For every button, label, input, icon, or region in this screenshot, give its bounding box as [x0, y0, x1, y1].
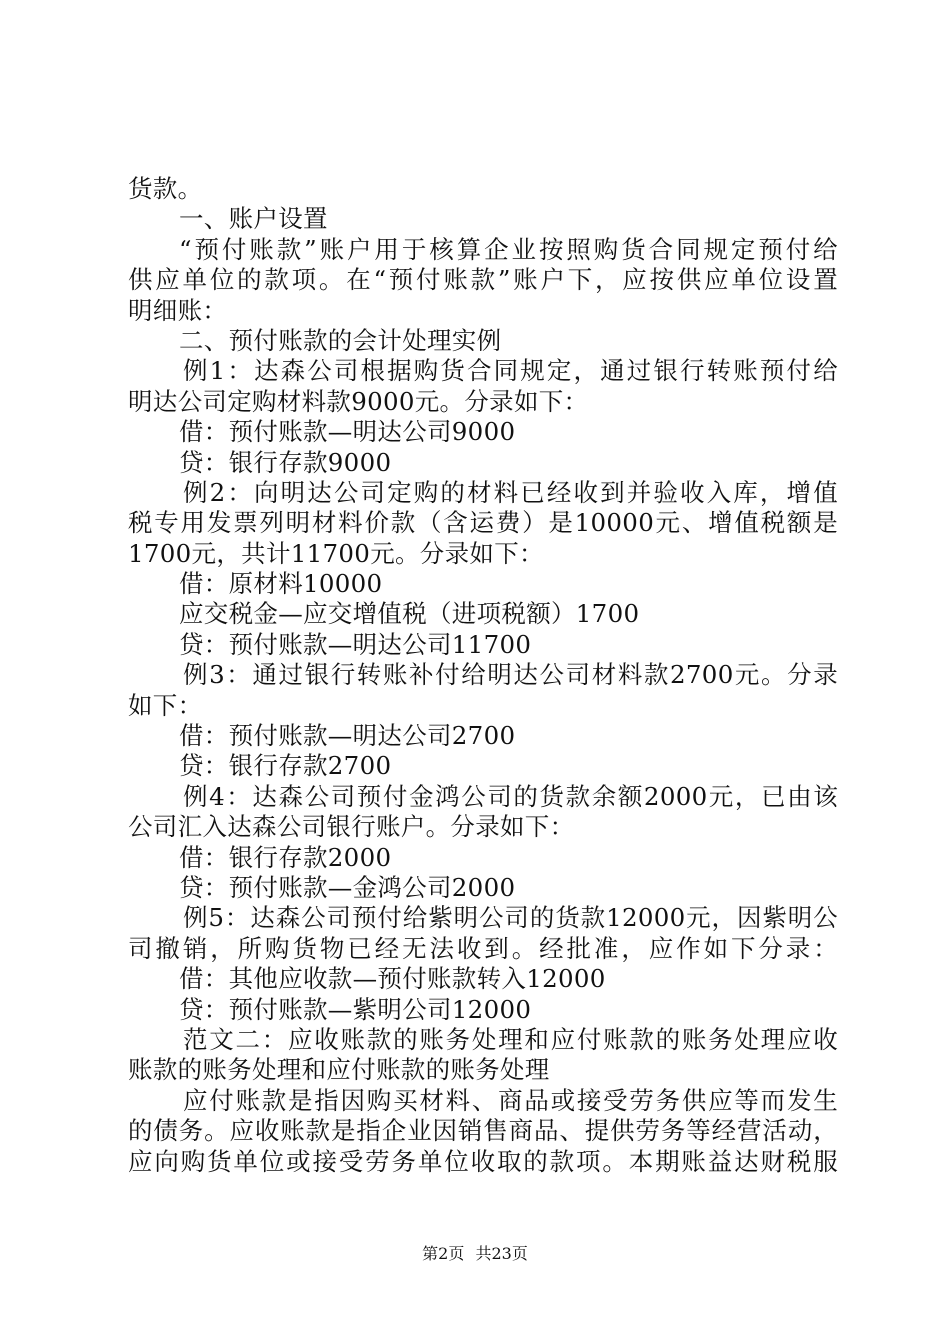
journal-entry-debit: 借：银行存款2000: [179, 842, 392, 872]
journal-entry-debit: 借：原材料10000: [179, 569, 383, 599]
journal-entry-debit: 借：其他应收款—预付账款转入12000: [179, 964, 606, 994]
example-5-line: 例5：达森公司预付给紫明公司的货款12000元，因紫明公: [183, 903, 838, 933]
text-line: 账款的账务处理和应付账款的账务处理: [128, 1055, 550, 1085]
journal-entry-debit: 借：预付账款—明达公司9000: [179, 417, 516, 447]
text-line: 货款。: [128, 174, 203, 203]
text-line: 公司汇入达森公司银行账户。分录如下：: [128, 812, 575, 842]
journal-entry-debit: 借：预付账款—明达公司2700: [179, 721, 516, 751]
journal-entry-credit: 贷：银行存款9000: [179, 447, 392, 477]
text-line: 明达公司定购材料款9000元。分录如下：: [128, 386, 589, 416]
text-line: 税专用发票列明材料价款（含运费）是10000元、增值税额是: [128, 508, 838, 538]
document-body: [128, 174, 838, 1177]
text-line: 的债务。应收账款是指企业因销售商品、提供劳务等经营活动，: [128, 1116, 838, 1146]
text-line: 司撤销，所购货物已经无法收到。经批准，应作如下分录：: [128, 933, 838, 963]
example-2-line: 例2：向明达公司定购的材料已经收到并验收入库，增值: [183, 477, 838, 507]
journal-entry-credit: 贷：预付账款—紫明公司12000: [179, 994, 532, 1024]
text-line: 明细账：: [128, 295, 228, 325]
sample-two-heading: 范文二：应收账款的账务处理和应付账款的账务处理应收: [183, 1024, 838, 1054]
journal-entry-credit: 贷：预付账款—明达公司11700: [179, 629, 532, 659]
journal-entry-credit: 贷：预付账款—金鸿公司2000: [179, 872, 516, 902]
section-heading-examples: 二、预付账款的会计处理实例: [179, 325, 502, 355]
example-1-line: 例1：达森公司根据购货合同规定，通过银行转账预付给: [183, 356, 838, 386]
journal-entry-debit: 应交税金—应交增值税（进项税额）1700: [179, 599, 640, 629]
example-4-line: 例4：达森公司预付金鸿公司的货款余额2000元，已由该: [183, 781, 838, 811]
page-number: 第2页: [422, 1244, 465, 1263]
text-line: “预付账款”账户用于核算企业按照购货合同规定预付给: [179, 234, 838, 264]
text-line: 供应单位的款项。在“预付账款”账户下，应按供应单位设置: [128, 265, 838, 295]
journal-entry-credit: 贷：银行存款2700: [179, 751, 392, 781]
section-heading-account-setup: 一、账户设置: [179, 204, 328, 234]
example-3-line: 例3：通过银行转账补付给明达公司材料款2700元。分录: [183, 660, 838, 690]
paragraph-line: 应付账款是指因购买材料、商品或接受劳务供应等而发生: [183, 1085, 838, 1115]
page-total: 共23页: [475, 1244, 528, 1263]
text-line: 如下：: [128, 690, 203, 720]
text-line: 1700元，共计11700元。分录如下：: [128, 538, 544, 568]
text-line: 应向购货单位或接受劳务单位收取的款项。本期账益达财税服: [128, 1146, 838, 1176]
page-footer: [0, 1244, 950, 1264]
